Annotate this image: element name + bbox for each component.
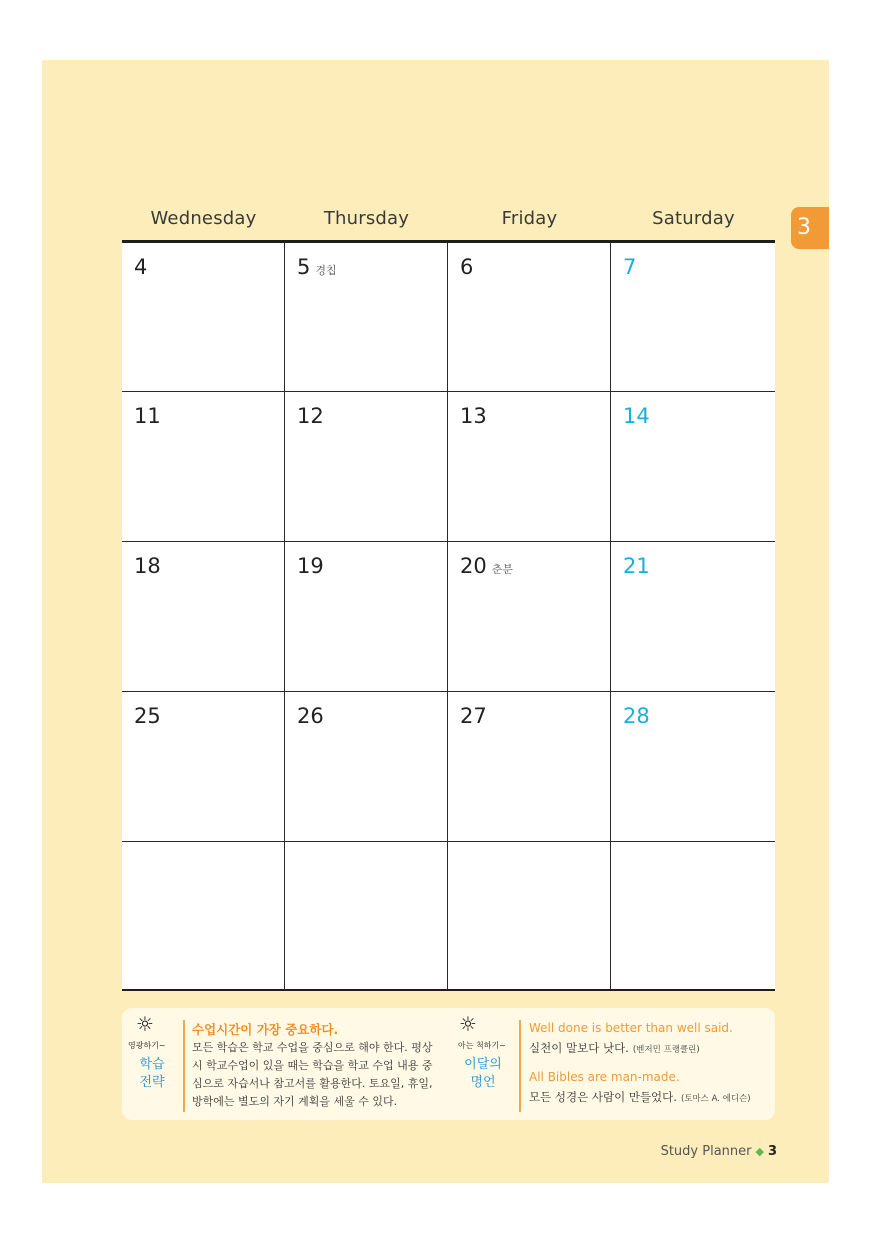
day-cell[interactable] xyxy=(122,842,285,989)
quote-tagline: 아는 척하기~ xyxy=(458,1041,506,1050)
day-cell[interactable] xyxy=(122,692,285,842)
day-number-text: 25 xyxy=(134,704,161,728)
monthly-quote-label-line2: 명언 xyxy=(470,1075,496,1090)
day-number xyxy=(134,255,147,279)
calendar-grid xyxy=(122,240,775,991)
day-cell[interactable] xyxy=(448,542,611,692)
day-number xyxy=(623,554,650,578)
footer-label: Study Planner xyxy=(660,1144,752,1159)
day-cell[interactable] xyxy=(448,243,611,392)
day-number-text: 14 xyxy=(623,404,650,428)
day-number-text: 7 xyxy=(623,255,637,279)
day-number xyxy=(460,554,513,578)
quote-2-korean-text: 모든 성경은 사람이 만들었다. xyxy=(529,1090,677,1104)
tip-body xyxy=(192,1039,462,1111)
day-number xyxy=(460,255,473,279)
tip-tagline: 영광하기~ xyxy=(128,1041,166,1050)
month-tab[interactable]: 3 xyxy=(791,207,829,249)
study-strategy-label xyxy=(134,1056,170,1092)
study-strategy-label-line2: 전략 xyxy=(139,1075,165,1090)
weekday-thursday: Thursday xyxy=(323,208,410,229)
page-number: 3 xyxy=(767,1144,777,1159)
day-number-text: 26 xyxy=(297,704,324,728)
info-box xyxy=(122,1008,775,1120)
weekday-header xyxy=(122,208,775,240)
day-number-text: 5 xyxy=(297,255,311,279)
day-number-text: 27 xyxy=(460,704,487,728)
weekday-wednesday: Wednesday xyxy=(150,208,257,229)
day-number xyxy=(134,554,161,578)
weekday-saturday: Saturday xyxy=(652,208,735,229)
day-number-text: 18 xyxy=(134,554,161,578)
day-number-text: 11 xyxy=(134,404,161,428)
day-number-text: 20 xyxy=(460,554,487,578)
day-cell[interactable] xyxy=(285,842,448,989)
day-number xyxy=(134,404,161,428)
day-number-text: 6 xyxy=(460,255,474,279)
day-cell[interactable] xyxy=(611,842,775,989)
divider-left xyxy=(183,1020,185,1112)
day-number xyxy=(623,404,650,428)
monthly-quote-label-line1: 이달의 xyxy=(464,1057,502,1072)
day-cell[interactable] xyxy=(122,542,285,692)
day-cell[interactable] xyxy=(448,692,611,842)
diamond-icon: ◆ xyxy=(755,1145,764,1158)
day-number-text: 19 xyxy=(297,554,324,578)
tip-body-line: 방학에는 별도의 자기 계획을 세울 수 있다. xyxy=(192,1095,398,1108)
day-cell[interactable] xyxy=(285,392,448,542)
day-cell[interactable] xyxy=(122,392,285,542)
day-number xyxy=(297,404,324,428)
quote-2-korean xyxy=(529,1089,751,1105)
day-cell[interactable] xyxy=(611,692,775,842)
study-strategy-label-line1: 학습 xyxy=(139,1057,165,1072)
day-number xyxy=(460,404,487,428)
quote-2-english: All Bibles are man-made. xyxy=(529,1070,680,1084)
tip-body-line: 심으로 자습서나 참고서를 활용한다. 토요일, 휴일, xyxy=(192,1077,433,1090)
quote-2-author: (토마스 A. 에디슨) xyxy=(680,1094,751,1104)
quote-1-korean-text: 실천이 말보다 낫다. xyxy=(529,1041,629,1055)
sun-icon: ☼ xyxy=(136,1012,154,1036)
day-number-text: 12 xyxy=(297,404,324,428)
day-cell[interactable] xyxy=(611,542,775,692)
day-cell[interactable] xyxy=(285,542,448,692)
tip-body-line: 모든 학습은 학교 수업을 중심으로 해야 한다. 평상 xyxy=(192,1041,433,1054)
sun-icon: ☼ xyxy=(459,1012,477,1036)
quote-1-author: (벤저민 프랭클린) xyxy=(632,1045,700,1055)
day-number-text: 13 xyxy=(460,404,487,428)
divider-right xyxy=(519,1020,521,1112)
day-cell[interactable] xyxy=(611,243,775,392)
monthly-quote-label xyxy=(462,1056,504,1092)
day-cell[interactable] xyxy=(611,392,775,542)
quote-1-english: Well done is better than well said. xyxy=(529,1021,733,1035)
holiday-label: 춘분 xyxy=(491,563,513,576)
day-cell[interactable] xyxy=(448,842,611,989)
weekday-friday: Friday xyxy=(501,208,558,229)
tip-body-line: 시 학교수업이 있을 때는 학습을 학교 수업 내용 중 xyxy=(192,1059,433,1072)
page-footer xyxy=(640,1144,777,1159)
day-number xyxy=(297,554,324,578)
day-number xyxy=(623,255,636,279)
day-number-text: 28 xyxy=(623,704,650,728)
day-number xyxy=(297,255,337,279)
day-cell[interactable] xyxy=(285,692,448,842)
day-cell[interactable] xyxy=(285,243,448,392)
holiday-label: 경칩 xyxy=(315,264,337,277)
day-cell[interactable] xyxy=(448,392,611,542)
tip-title: 수업시간이 가장 중요하다. xyxy=(192,1022,339,1037)
day-number xyxy=(623,704,650,728)
day-number xyxy=(297,704,324,728)
day-cell[interactable] xyxy=(122,243,285,392)
day-number-text: 4 xyxy=(134,255,148,279)
quote-1-korean xyxy=(529,1040,700,1056)
day-number xyxy=(460,704,487,728)
day-number-text: 21 xyxy=(623,554,650,578)
day-number xyxy=(134,704,161,728)
